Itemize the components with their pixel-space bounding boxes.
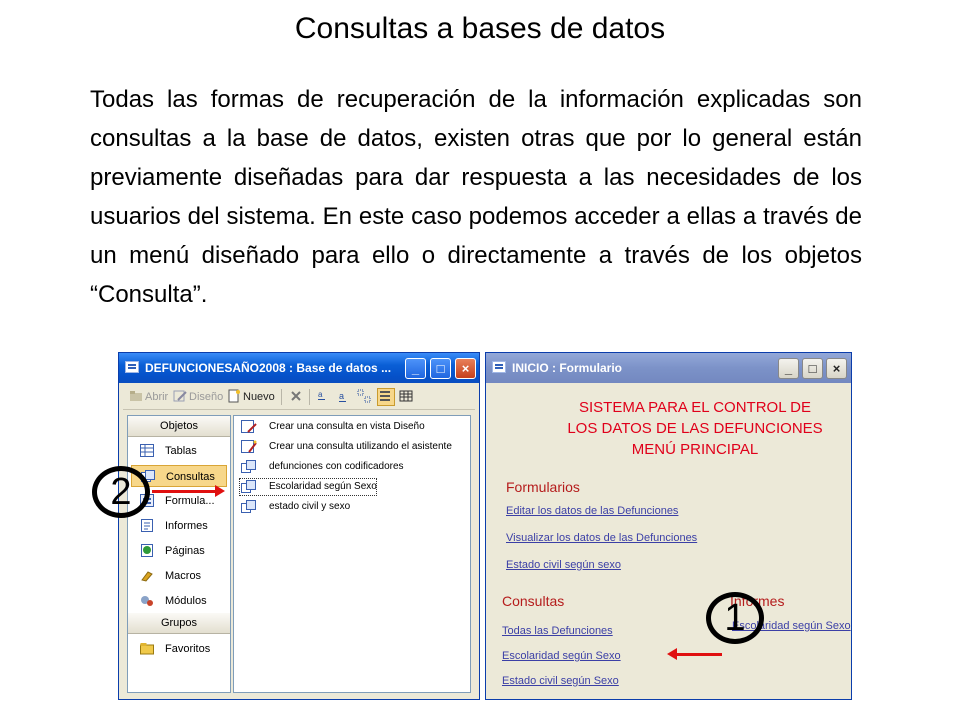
database-toolbar [123,385,475,410]
large-icons-tool[interactable] [317,389,333,405]
step-2-marker: 2 [92,466,150,518]
large-icons-icon [317,389,331,403]
list-item[interactable] [239,418,425,436]
link-todas-defunciones[interactable]: Todas las Defunciones [502,625,613,637]
object-label: Informes [165,520,208,532]
link-editar-defunciones[interactable]: Editar los datos de las Defunciones [506,505,679,517]
queries-list [233,415,471,693]
section-formularios: Formularios [506,479,580,495]
query-icon [241,500,257,514]
database-window-title: DEFUNCIONESAÑO2008 : Base de datos ... [145,361,392,375]
form-heading-line: LOS DATOS DE LAS DEFUNCIONES [567,420,823,437]
form-heading-line: MENÚ PRINCIPAL [631,441,759,458]
object-modulos[interactable] [131,590,227,612]
database-window-icon [125,361,139,373]
object-label: Consultas [166,471,215,483]
object-informes[interactable] [131,515,227,537]
step-1-marker: 1 [706,592,764,644]
toolbar-separator [309,389,310,405]
small-icons-icon [337,389,351,403]
slide-body-text: Todas las formas de recuperación de la información explicadas son consultas a la base de datos, existen otras que por lo general están previamente diseñadas para dar respuesta a las necesidades de los usuarios del sistema. En este caso podemos acceder a ellas a través de un menú diseñado para ello o directamente a través de los objetos “Consulta”. [90,86,862,308]
new-label: Nuevo [243,391,275,403]
form-window-title: INICIO : Formulario [512,361,623,375]
list-item-label: estado civil y sexo [269,501,351,512]
object-label: Macros [165,570,202,582]
wizard-icon [241,440,257,454]
grid-view-tool[interactable] [399,389,415,405]
section-informes: Informes [730,593,785,609]
list-item-selected[interactable] [239,478,377,496]
list-item[interactable] [239,458,404,476]
macro-icon [140,569,154,582]
maximize-button[interactable]: □ [430,358,451,379]
table-icon [140,444,154,457]
create-design-icon [241,420,257,434]
query-icon [241,480,257,494]
minimize-button[interactable]: _ [405,358,426,379]
form-heading [520,397,870,460]
open-label: Abrir [145,391,169,403]
form-window-icon [492,361,506,373]
form-window-titlebar[interactable] [486,353,851,383]
object-label: Tablas [165,445,197,457]
groups-header[interactable]: Grupos [128,613,230,634]
step-1-arrow [676,653,722,656]
grid-view-icon [399,389,413,403]
svg-text:a: a [339,391,345,401]
details-view-icon [378,389,392,403]
link-estado-civil-form[interactable]: Estado civil según sexo [506,559,621,571]
new-tool[interactable] [227,389,275,405]
link-escolaridad-consulta[interactable]: Escolaridad según Sexo [502,650,621,662]
group-label: Favoritos [165,643,211,655]
minimize-button[interactable]: _ [778,358,799,379]
close-button[interactable]: × [455,358,476,379]
open-tool[interactable] [129,389,168,405]
object-label: Módulos [165,595,207,607]
design-tool[interactable] [173,389,223,405]
object-paginas[interactable] [131,540,227,562]
objects-panel [127,415,231,693]
objects-header[interactable]: Objetos [128,416,230,437]
open-icon [129,389,143,403]
database-window-titlebar[interactable] [119,353,479,383]
design-label: Diseño [189,391,224,403]
link-escolaridad-informe[interactable]: Escolaridad según Sexo [732,620,851,632]
list-item-label: Crear una consulta en vista Diseño [269,421,425,432]
section-consultas: Consultas [502,593,565,609]
object-label: Formula... [165,495,215,507]
step-2-arrow [152,490,216,493]
list-item-label: Escolaridad según Sexo [269,481,377,492]
list-item[interactable] [239,498,350,516]
list-view-tool[interactable] [357,389,373,405]
small-icons-tool[interactable] [337,389,353,405]
link-estado-civil-consulta[interactable]: Estado civil según Sexo [502,675,619,687]
list-item-label: defunciones con codificadores [269,461,404,472]
object-label: Páginas [165,545,205,557]
slide-title: Consultas a bases de datos [294,12,666,45]
new-icon [227,389,241,403]
database-window [118,352,480,700]
page-icon [140,544,154,557]
maximize-button[interactable]: □ [802,358,823,379]
toolbar-separator [281,389,282,405]
details-view-tool[interactable] [377,388,395,406]
form-heading-line: SISTEMA PARA EL CONTROL DE [578,399,811,416]
favorites-folder-icon [140,642,154,655]
list-view-icon [357,389,371,403]
object-tablas[interactable] [131,440,227,462]
design-icon [173,389,187,403]
group-favoritos[interactable] [131,638,227,660]
svg-text:a: a [318,390,323,399]
link-visualizar-defunciones[interactable]: Visualizar los datos de las Defunciones [506,532,698,544]
delete-tool[interactable] [289,389,305,405]
report-icon [140,519,154,532]
module-icon [140,594,154,607]
list-item-label: Crear una consulta utilizando el asistente [269,441,452,452]
query-icon [241,460,257,474]
object-macros[interactable] [131,565,227,587]
delete-icon [289,389,303,403]
list-item[interactable] [239,438,452,456]
close-button[interactable]: × [826,358,847,379]
